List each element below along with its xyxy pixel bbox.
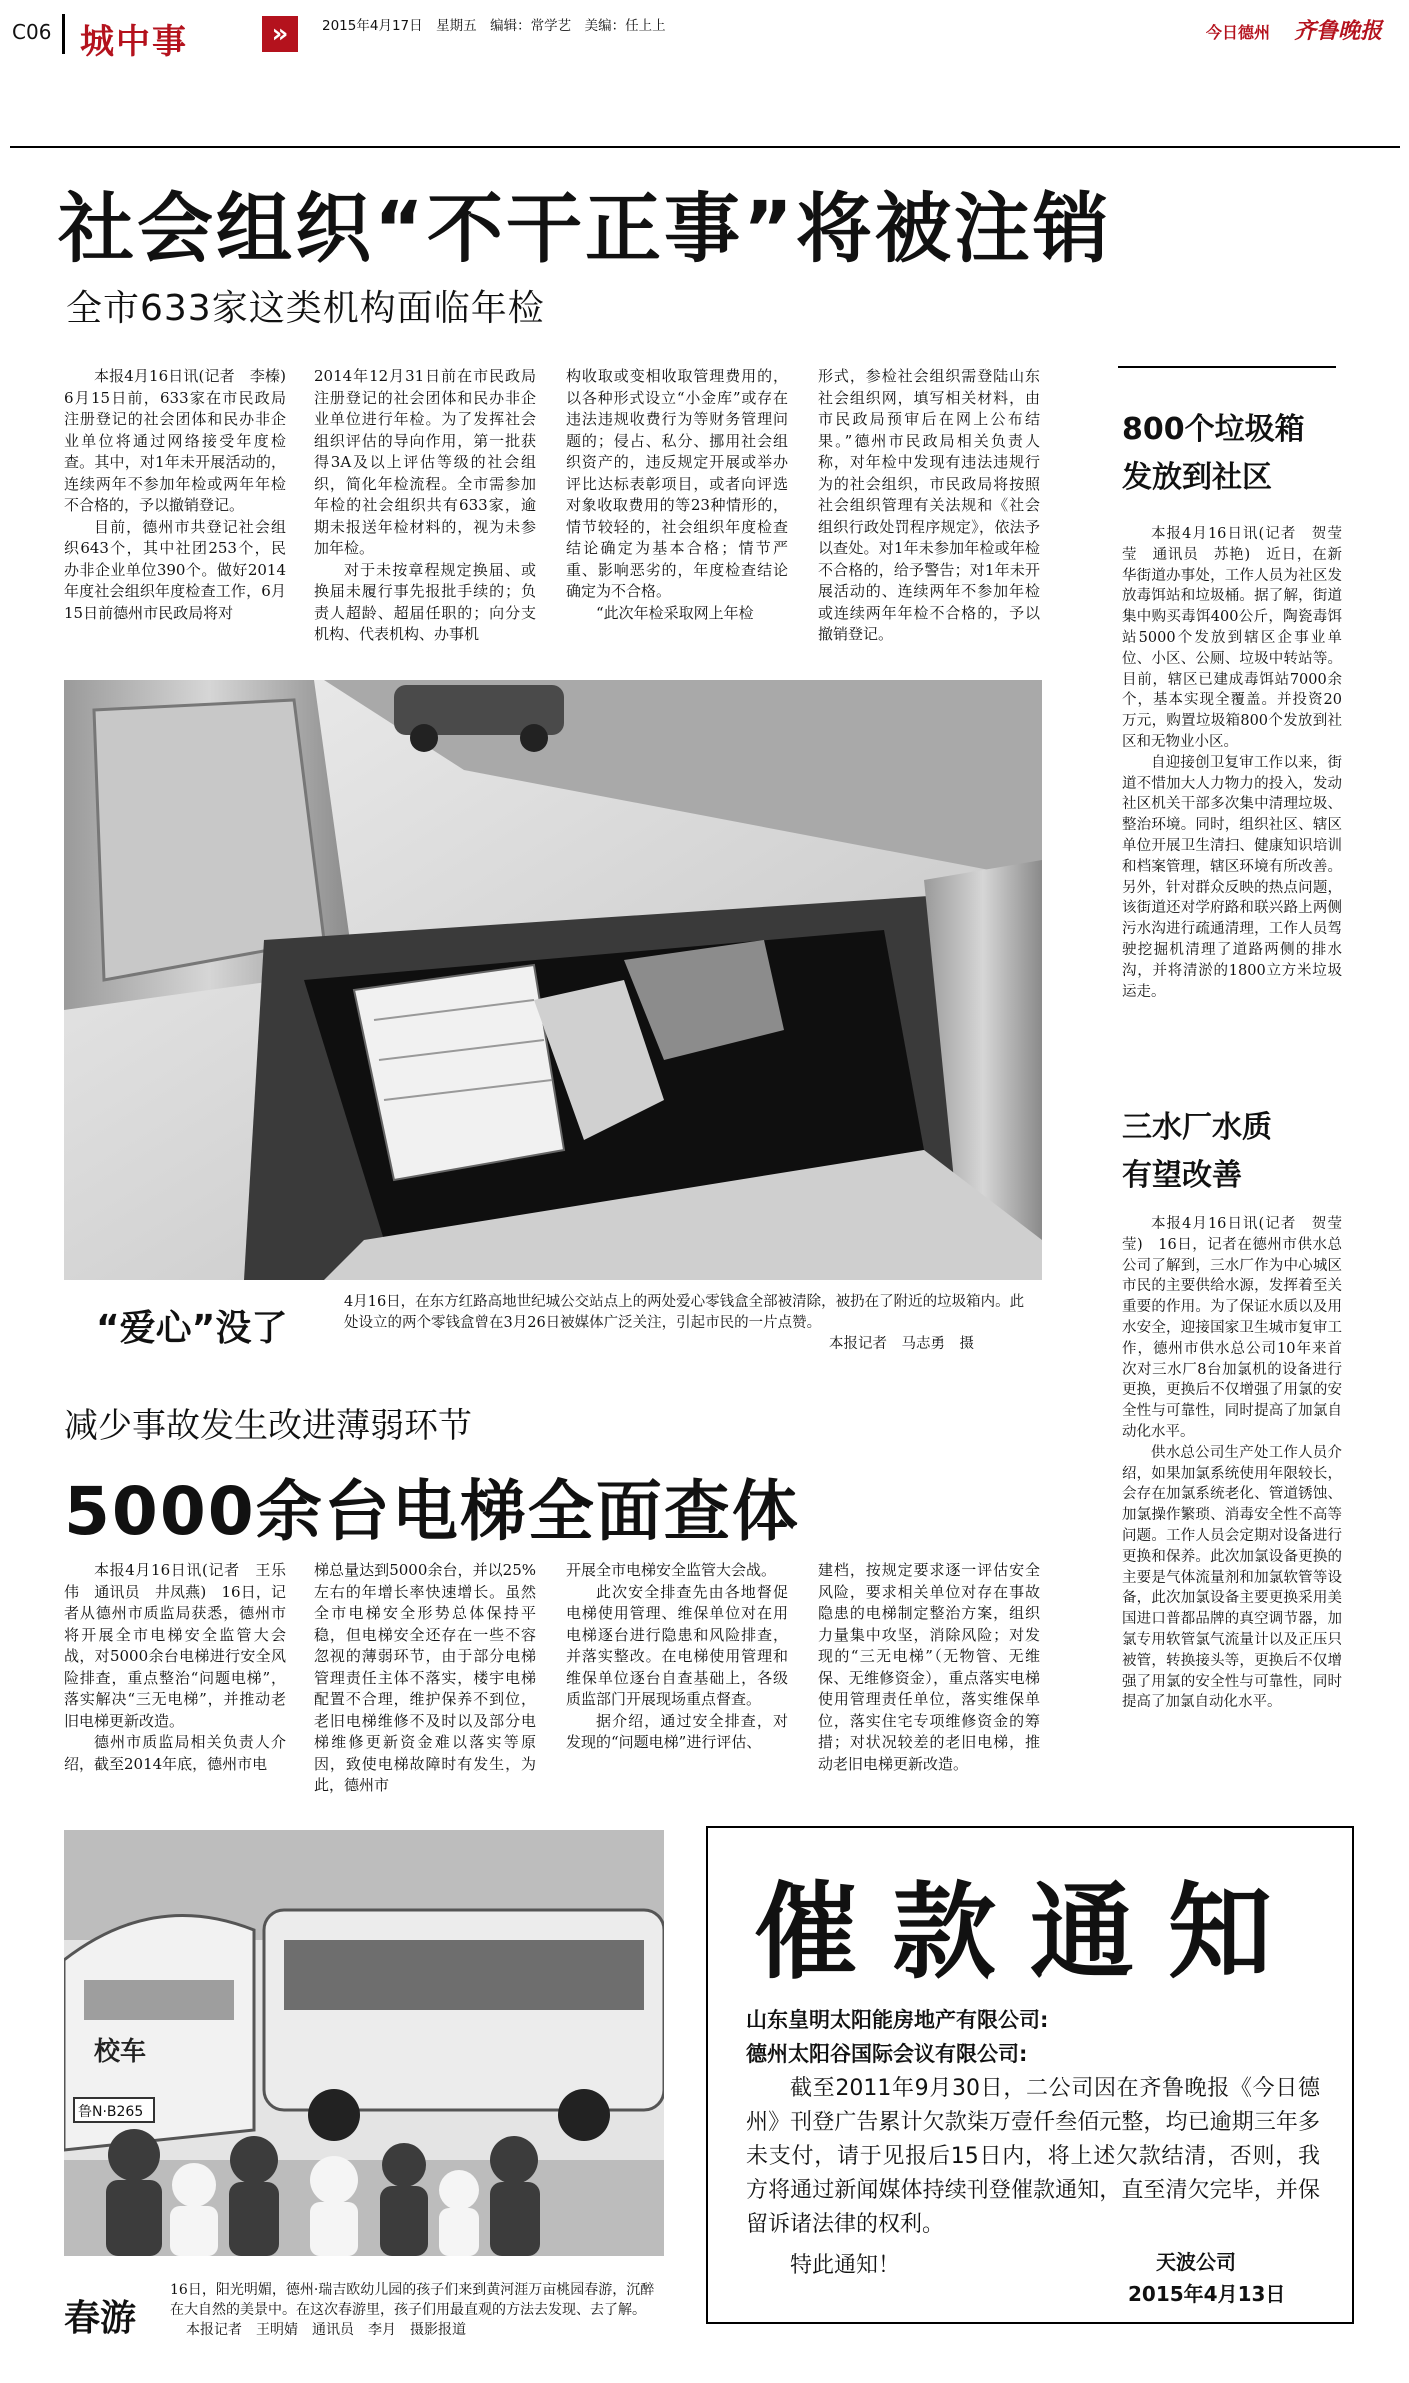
newspaper-logo: 齐鲁晚报 [1294, 18, 1383, 44]
side1-paragraph: 本报4月16日讯(记者 贺莹莹 通讯员 苏艳) 近日，在新华街道办事处，工作人员为社区发放毒饵站和垃圾桶。据了解，街道集中购买毒饵400公斤，陶瓷毒饵站5000个发放到辖区企事业单位、小区、公厕、垃圾中转站等。目前，辖区已建成毒饵站7000余个，基本实现全覆盖。并投资20万元，购置垃圾箱800个发放到社区和无物业小区。 [1122, 526, 1342, 750]
photo-trash-bin [64, 680, 1042, 1280]
side1-body [1122, 524, 1342, 1002]
lead-paragraph: 对于未按章程规定换届、或换届未履行事先报批手续的；负责人超龄、超届任职的；向分支机构、代表机构、办事机 [314, 560, 536, 643]
section-title: 城中事 [80, 22, 188, 62]
lead-paragraph: 目前，德州市共登记社会组织643个，其中社团253个，民办非企业单位390个。做好2014年度社会组织年度检查工作，6月15日前德州市民政局将对 [64, 517, 286, 622]
photo2-caption-title: 春游 [64, 2298, 137, 2339]
payment-notice-box [706, 1826, 1354, 2324]
header-rule [10, 146, 1400, 148]
photo1-caption [344, 1292, 1034, 1355]
header-divider [62, 14, 65, 54]
lead-subheadline: 全市633家这类机构面临年检 [66, 288, 545, 329]
lead-paragraph: “此次年检采取网上年检 [596, 603, 754, 622]
side1-title-line1: 800个垃圾箱 [1122, 412, 1305, 447]
notice-date: 2015年4月13日 [1128, 2282, 1286, 2306]
photo2-caption-text: 16日，阳光明媚，德州·瑞吉欧幼儿园的孩子们来到黄河涯万亩桃园春游，沉醉在大自然的美景中。在这次春游里，孩子们用最直观的方法去发现、去了解。 [170, 2282, 655, 2318]
notice-closing: 特此通知！ [790, 2253, 901, 2278]
elevator-paragraph: 梯总量达到5000余台，并以25%左右的年增长率快速增长。虽然全市电梯安全形势总体保持平稳，但电梯安全还存在一些不容忽视的薄弱环节，由于部分电梯管理责任主体不落实，楼宇电梯配置不合理，维护保养不到位，老旧电梯维修不及时以及部分电梯维修更新资金难以落实等原因，致使电梯故障时有发生，为此，德州市 [314, 1561, 536, 1794]
notice-body: 截至2011年9月30日，二公司因在齐鲁晚报《今日德州》刊登广告累计欠款柒万壹仟叁佰元整，均已逾期三年多未支付，请于见报后15日内，将上述欠款结清，否则，我方将通过新闻媒体持续刊登催款通知，直至清欠完毕，并保留诉诸法律的权利。 [746, 2076, 1320, 2237]
photo1-caption-title: “爱心”没了 [96, 1308, 288, 1349]
photo2-credit: 本报记者 王明婧 通讯员 李月 摄影报道 [186, 2322, 466, 2338]
section-chevron-icon: » [262, 16, 298, 52]
bus-school-sign: 校车 [94, 2037, 147, 2067]
photo1-credit: 本报记者 马志勇 摄 [829, 1336, 974, 1352]
elevator-paragraph: 据介绍，通过安全排查，对发现的“问题电梯”进行评估、 [566, 1711, 788, 1751]
edition-name: 今日德州 [1206, 23, 1271, 42]
lead-paragraph: 构收取或变相收取管理费用的，以各种形式设立“小金库”或存在违法违规收费行为等财务管理问题的；侵占、私分、挪用社会组织资产的，违反规定开展或举办评比达标表彰项目，或者向评选对象收取费用的等23种情形的，情节较轻的，社会组织年度检查结论确定为基本合格；情节严重、影响恶劣的，年度检查结论确定为不合格。 [566, 367, 788, 600]
notice-recipient-2: 德州太阳谷国际会议有限公司: [746, 2042, 1028, 2066]
lead-column-2 [314, 366, 536, 646]
side1-title-line2: 发放到社区 [1122, 460, 1272, 495]
photo2-caption [170, 2280, 668, 2340]
photo-spring-outing [64, 1830, 664, 2256]
elevator-paragraph: 此次安全排查先由各地督促电梯使用管理、维保单位对在用电梯逐台进行隐患和风险排查，并落实整改。在电梯使用管理和维保单位逐台自查基础上，各级质监部门开展现场重点督查。 [566, 1582, 788, 1708]
lead-column-4 [818, 366, 1040, 646]
elevator-headline: 5000余台电梯全面查体 [64, 1473, 800, 1550]
side2-paragraph: 本报4月16日讯(记者 贺莹莹) 16日，记者在德州市供水总公司了解到，三水厂作为中心城区市民的主要供给水源，发挥着至关重要的作用。为了保证水质以及用水安全，迎接国家卫生城市复审工作，德州市供水总公司10年来首次对三水厂8台加氯机的设备进行更换，更换后不仅增强了用氯的安全性与可靠性，同时提高了加氯自动化水平。 [1122, 1216, 1342, 1440]
side2-body [1122, 1214, 1342, 1713]
lead-paragraph: 形式，参检社会组织需登陆山东社会组织网，填写相关材料，由市民政局预审后在网上公布结果。”德州市民政局相关负责人称，对年检中发现有违法违规行为的社会组织，市民政局将按照社会组织管理有关法规和《社会组织行政处罚程序规定》，依法予以查处。对1年未参加年检或年检不合格的，给予警告；对1年未开展活动的、连续两年不参加年检或连续两年年检不合格的，予以撤销登记。 [818, 367, 1040, 643]
sidebar-top-rule [1118, 366, 1336, 368]
elevator-kicker: 减少事故发生改进薄弱环节 [64, 1406, 472, 1446]
elevator-paragraph: 德州市质监局相关负责人介绍，截至2014年底，德州市电 [64, 1733, 286, 1773]
side2-title-line2: 有望改善 [1122, 1158, 1242, 1193]
lead-column-1 [64, 366, 302, 624]
side1-paragraph: 自迎接创卫复审工作以来，街道不惜加大人力物力的投入，发动社区机关干部多次集中清理垃圾、整治环境。同时，组织社区、辖区单位开展卫生清扫、健康知识培训和档案管理，辖区环境有所改善。另外，针对群众反映的热点问题，该街道还对学府路和联兴路上两侧污水沟进行疏通清理，工作人员驾驶挖掘机清理了道路两侧的排水沟，并将清淤的1800立方米垃圾运走。 [1122, 754, 1342, 1000]
lead-headline: 社会组织“不干正事”将被注销 [58, 184, 1112, 273]
elevator-paragraph: 本报4月16日讯(记者 王乐伟 通讯员 井凤燕) 16日，记者从德州市质监局获悉，德州市将开展全市电梯安全监管大会战，对5000余台电梯进行安全风险排查，重点整治“问题电梯”，落实解决“三无电梯”，并推动老旧电梯更新改造。 [64, 1561, 286, 1730]
bus-license-plate: 鲁N·B265 [78, 2104, 144, 2120]
spring-outing-illustration [64, 1830, 664, 2256]
lead-column-3 [566, 366, 788, 624]
photo1-caption-text: 4月16日，在东方红路高地世纪城公交站点上的两处爱心零钱盒全部被清除，被扔在了附近的垃圾箱内。此处设立的两个零钱盒曾在3月26日被媒体广泛关注，引起市民的一片点赞。 [344, 1294, 1025, 1331]
notice-recipient-1: 山东皇明太阳能房地产有限公司: [746, 2008, 1049, 2032]
header-meta: 2015年4月17日 星期五 编辑：常学艺 美编：任上上 [322, 18, 666, 34]
elevator-paragraph: 开展全市电梯安全监管大会战。 [566, 1561, 777, 1579]
elevator-column-2 [314, 1560, 536, 1797]
side2-paragraph: 供水总公司生产处工作人员介绍，如果加氯系统使用年限较长，会存在加氯系统老化、管道锈蚀、加氯操作繁琐、消毒安全性不高等问题。工作人员会定期对设备进行更换和保养。此次加氯设备更换的主要是气体流量剂和加氯软管等设备，此次加氯设备主要更换采用美国进口普都品牌的真空调节器，加氯专用软管氯气流量计以及正压只被管，转换接头等，更换后不仅增强了用氯的安全性与可靠性，同时提高了加氯自动化水平。 [1122, 1444, 1342, 1711]
page-header [0, 0, 1409, 70]
lead-paragraph: 2014年12月31日前在市民政局注册登记的社会团体和民办非企业单位进行年检。为了发挥社会组织评估的导向作用，第一批获得3A及以上评估等级的社会组织，简化年检流程。全市需参加年检的社会组织共有633家，逾期未报送年检材料的，视为未参加年检。 [314, 367, 536, 557]
trash-bin-illustration [64, 680, 1042, 1280]
elevator-column-3 [566, 1560, 788, 1754]
notice-signer: 天波公司 [1156, 2250, 1236, 2274]
side2-title-line1: 三水厂水质 [1122, 1110, 1272, 1145]
elevator-column-4 [818, 1560, 1040, 1775]
lead-paragraph: 本报4月16日讯(记者 李榛) 6月15日前，633家在市民政局注册登记的社会团体和民办非企业单位将通过网络接受年度检查。其中，对1年未开展活动的，连续两年不参加年检或两年年检不合格的，予以撤销登记。 [64, 367, 302, 514]
elevator-paragraph: 建档，按规定要求逐一评估安全风险，要求相关单位对存在事故隐患的电梯制定整治方案，组织力量集中攻坚，消除风险；对发现的“三无电梯”（无物管、无维保、无维修资金），重点落实电梯使用管理责任单位，落实维保单位，落实住宅专项维修资金的筹措；对状况较差的老旧电梯，推动老旧电梯更新改造。 [818, 1561, 1040, 1773]
page-number: C06 [12, 20, 52, 44]
elevator-column-1 [64, 1560, 286, 1775]
notice-title: 催款通知 [753, 1871, 1306, 1993]
